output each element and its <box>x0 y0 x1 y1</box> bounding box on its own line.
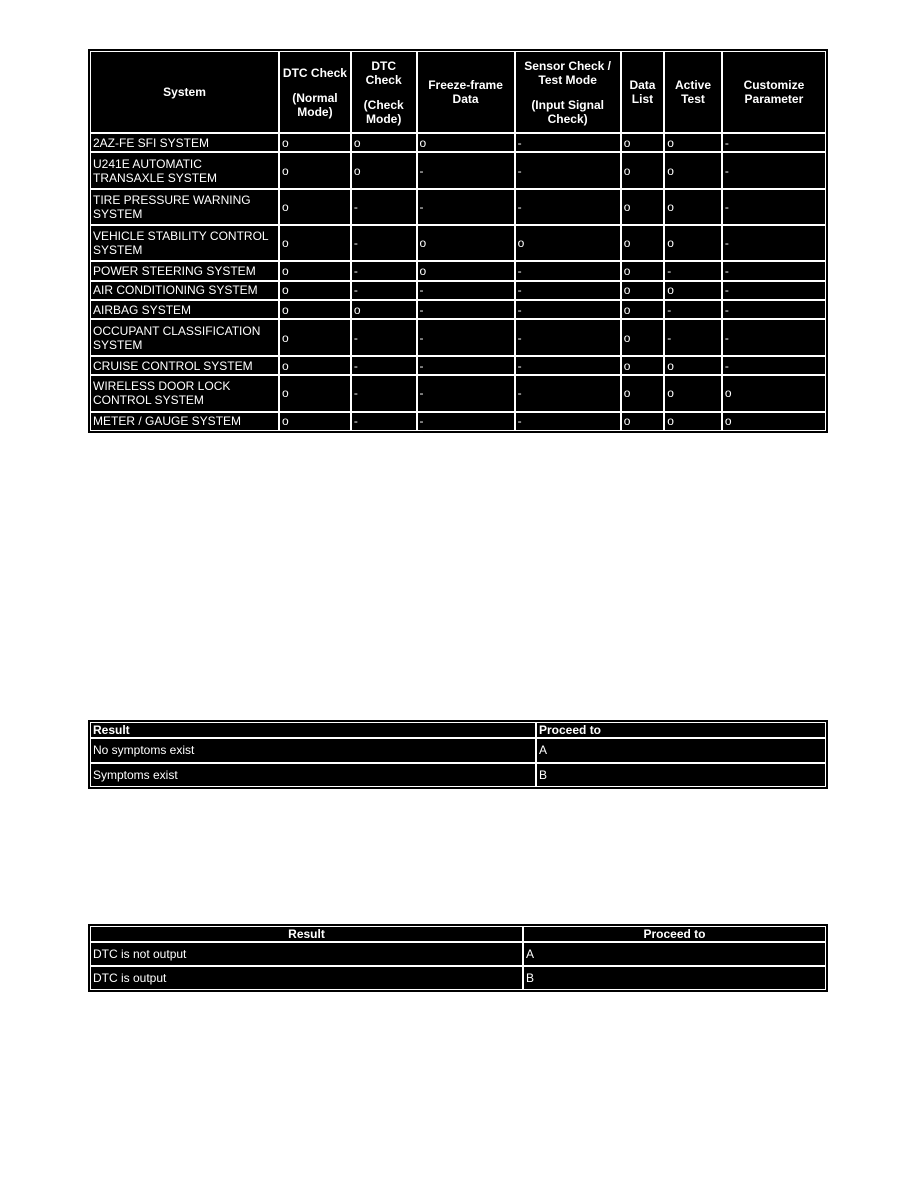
header-dtc-check-normal: DTC Check (Normal Mode) <box>279 51 351 133</box>
value-cell: o <box>351 300 417 319</box>
value-cell: - <box>515 133 621 152</box>
table-row <box>90 375 826 411</box>
table-row <box>90 189 826 225</box>
table-row <box>90 319 826 355</box>
value-cell: o <box>351 133 417 152</box>
table-row <box>90 412 826 431</box>
value-cell: o <box>664 133 722 152</box>
value-cell: B <box>523 966 826 990</box>
value-cell: - <box>722 261 826 280</box>
row-label-cell: CRUISE CONTROL SYSTEM <box>90 356 279 375</box>
value-cell: o <box>279 356 351 375</box>
value-cell: - <box>417 152 515 188</box>
value-cell: B <box>536 763 826 788</box>
value-cell: o <box>279 225 351 261</box>
symptom-result-grid <box>90 722 826 787</box>
value-cell: o <box>279 281 351 300</box>
value-cell: - <box>351 412 417 431</box>
value-cell: o <box>417 261 515 280</box>
value-cell: o <box>664 375 722 411</box>
table-row <box>90 942 826 966</box>
value-cell: - <box>722 152 826 188</box>
value-cell: o <box>417 225 515 261</box>
value-cell: o <box>621 375 664 411</box>
row-label-cell: 2AZ-FE SFI SYSTEM <box>90 133 279 152</box>
header-data-list: Data List <box>621 51 664 133</box>
row-label-cell: AIR CONDITIONING SYSTEM <box>90 281 279 300</box>
value-cell: o <box>621 225 664 261</box>
value-cell: o <box>664 356 722 375</box>
value-cell: o <box>664 412 722 431</box>
header-row <box>90 51 826 133</box>
value-cell: - <box>351 375 417 411</box>
header-proceed-to: Proceed to <box>523 926 826 942</box>
row-label-cell: OCCUPANT CLASSIFICATION SYSTEM <box>90 319 279 355</box>
value-cell: - <box>417 189 515 225</box>
row-label-cell: METER / GAUGE SYSTEM <box>90 412 279 431</box>
header-customize-parameter: Customize Parameter <box>722 51 826 133</box>
value-cell: o <box>664 281 722 300</box>
table-row <box>90 281 826 300</box>
value-cell: A <box>523 942 826 966</box>
table-row <box>90 133 826 152</box>
value-cell: - <box>722 281 826 300</box>
value-cell: o <box>621 152 664 188</box>
value-cell: - <box>351 189 417 225</box>
value-cell: o <box>279 152 351 188</box>
dtc-result-table <box>88 924 828 992</box>
value-cell: o <box>279 261 351 280</box>
row-label-cell: TIRE PRESSURE WARNING SYSTEM <box>90 189 279 225</box>
header-proceed-to: Proceed to <box>536 722 826 738</box>
table-row <box>90 225 826 261</box>
row-label-cell: AIRBAG SYSTEM <box>90 300 279 319</box>
value-cell: - <box>351 225 417 261</box>
row-label-cell: No symptoms exist <box>90 738 536 763</box>
value-cell: o <box>621 261 664 280</box>
row-label-cell: Symptoms exist <box>90 763 536 788</box>
value-cell: o <box>279 375 351 411</box>
value-cell: o <box>621 281 664 300</box>
symptom-result-table <box>88 720 828 789</box>
table-row <box>90 763 826 788</box>
value-cell: - <box>417 281 515 300</box>
symptom-result-rows <box>90 738 826 787</box>
value-cell: o <box>417 133 515 152</box>
header-dtc-check-check: DTC Check (Check Mode) <box>351 51 417 133</box>
value-cell: o <box>621 319 664 355</box>
system-function-grid <box>90 51 826 431</box>
table-row <box>90 300 826 319</box>
value-cell: o <box>515 225 621 261</box>
row-label-cell: DTC is output <box>90 966 523 990</box>
value-cell: - <box>417 319 515 355</box>
value-cell: - <box>515 412 621 431</box>
table-row <box>90 152 826 188</box>
value-cell: o <box>664 189 722 225</box>
header-result: Result <box>90 722 536 738</box>
value-cell: o <box>279 412 351 431</box>
value-cell: - <box>722 189 826 225</box>
value-cell: o <box>279 189 351 225</box>
value-cell: o <box>621 133 664 152</box>
value-cell: - <box>664 300 722 319</box>
header-row <box>90 926 826 942</box>
value-cell: o <box>621 189 664 225</box>
value-cell: o <box>722 375 826 411</box>
value-cell: - <box>722 356 826 375</box>
value-cell: - <box>417 412 515 431</box>
system-rows <box>90 133 826 431</box>
dtc-result-rows <box>90 942 826 990</box>
table-row <box>90 261 826 280</box>
value-cell: - <box>722 300 826 319</box>
table-row <box>90 738 826 763</box>
value-cell: o <box>279 133 351 152</box>
table-row <box>90 966 826 990</box>
value-cell: o <box>664 225 722 261</box>
value-cell: - <box>515 375 621 411</box>
value-cell: - <box>515 261 621 280</box>
value-cell: - <box>351 319 417 355</box>
row-label-cell: WIRELESS DOOR LOCK CONTROL SYSTEM <box>90 375 279 411</box>
header-sensor-check: Sensor Check / Test Mode (Input Signal Check) <box>515 51 621 133</box>
value-cell: - <box>664 261 722 280</box>
value-cell: - <box>515 319 621 355</box>
value-cell: o <box>279 319 351 355</box>
header-freeze-frame: Freeze-frame Data <box>417 51 515 133</box>
value-cell: - <box>351 281 417 300</box>
value-cell: - <box>417 356 515 375</box>
value-cell: - <box>722 133 826 152</box>
header-row <box>90 722 826 738</box>
value-cell: - <box>351 261 417 280</box>
value-cell: - <box>417 300 515 319</box>
row-label-cell: VEHICLE STABILITY CONTROL SYSTEM <box>90 225 279 261</box>
value-cell: o <box>621 412 664 431</box>
value-cell: - <box>417 375 515 411</box>
value-cell: o <box>621 356 664 375</box>
value-cell: - <box>515 189 621 225</box>
header-system: System <box>90 51 279 133</box>
row-label-cell: DTC is not output <box>90 942 523 966</box>
dtc-result-grid <box>90 926 826 990</box>
table-row <box>90 356 826 375</box>
value-cell: o <box>351 152 417 188</box>
value-cell: - <box>351 356 417 375</box>
value-cell: o <box>722 412 826 431</box>
value-cell: - <box>515 152 621 188</box>
value-cell: o <box>664 152 722 188</box>
header-active-test: Active Test <box>664 51 722 133</box>
value-cell: - <box>722 319 826 355</box>
value-cell: - <box>515 356 621 375</box>
system-function-table <box>88 49 828 433</box>
value-cell: A <box>536 738 826 763</box>
value-cell: o <box>621 300 664 319</box>
row-label-cell: POWER STEERING SYSTEM <box>90 261 279 280</box>
value-cell: - <box>515 300 621 319</box>
value-cell: - <box>664 319 722 355</box>
value-cell: - <box>722 225 826 261</box>
header-result: Result <box>90 926 523 942</box>
value-cell: o <box>279 300 351 319</box>
row-label-cell: U241E AUTOMATIC TRANSAXLE SYSTEM <box>90 152 279 188</box>
value-cell: - <box>515 281 621 300</box>
